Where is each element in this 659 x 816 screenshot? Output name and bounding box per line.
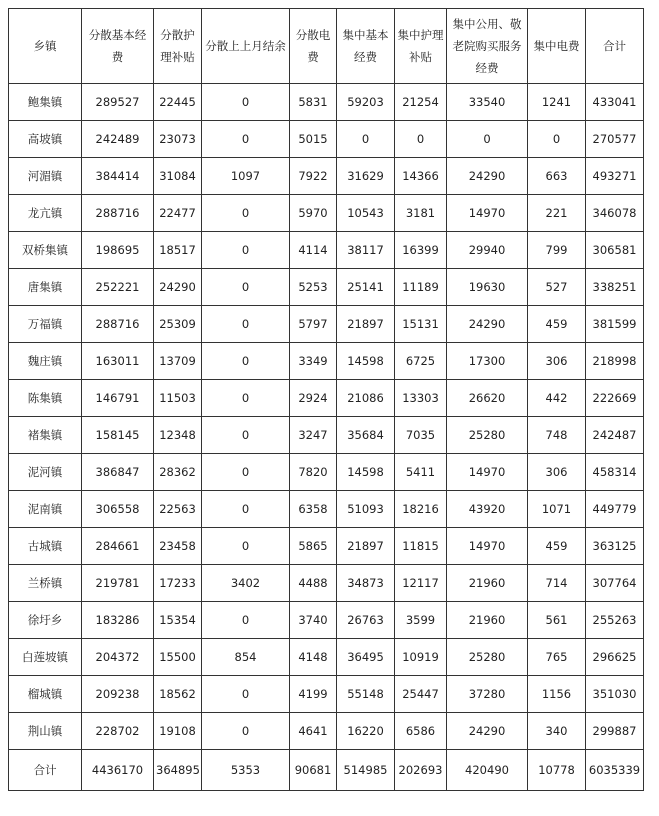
cell-scattered-electricity: 4641	[290, 713, 337, 750]
cell-central-basic: 25141	[337, 269, 395, 306]
cell-total: 381599	[586, 306, 644, 343]
cell-central-care: 12117	[395, 565, 447, 602]
cell-scattered-balance: 0	[202, 121, 290, 158]
total-cell-scattered-electricity: 90681	[290, 750, 337, 791]
cell-town: 榴城镇	[9, 676, 82, 713]
cell-central-public: 24290	[447, 158, 528, 195]
cell-scattered-basic: 209238	[82, 676, 154, 713]
cell-central-basic: 36495	[337, 639, 395, 676]
cell-central-care: 13303	[395, 380, 447, 417]
cell-central-electricity: 527	[528, 269, 586, 306]
cell-central-public: 21960	[447, 565, 528, 602]
table-row	[9, 232, 644, 269]
table-row	[9, 306, 644, 343]
cell-total: 433041	[586, 84, 644, 121]
cell-scattered-basic: 288716	[82, 195, 154, 232]
cell-total: 222669	[586, 380, 644, 417]
cell-central-electricity: 765	[528, 639, 586, 676]
cell-scattered-basic: 252221	[82, 269, 154, 306]
cell-central-care: 6586	[395, 713, 447, 750]
cell-total: 363125	[586, 528, 644, 565]
cell-scattered-electricity: 4114	[290, 232, 337, 269]
table-row	[9, 269, 644, 306]
cell-town: 陈集镇	[9, 380, 82, 417]
cell-scattered-electricity: 5253	[290, 269, 337, 306]
cell-town: 荆山镇	[9, 713, 82, 750]
cell-town: 河湄镇	[9, 158, 82, 195]
cell-town: 鲍集镇	[9, 84, 82, 121]
funding-table	[8, 8, 644, 791]
cell-central-care: 14366	[395, 158, 447, 195]
total-cell-total: 6035339	[586, 750, 644, 791]
table-row	[9, 195, 644, 232]
cell-scattered-care: 17233	[154, 565, 202, 602]
cell-scattered-care: 15500	[154, 639, 202, 676]
cell-scattered-balance: 3402	[202, 565, 290, 602]
cell-total: 449779	[586, 491, 644, 528]
cell-town: 兰桥镇	[9, 565, 82, 602]
table-row	[9, 491, 644, 528]
cell-central-public: 25280	[447, 639, 528, 676]
cell-scattered-electricity: 5865	[290, 528, 337, 565]
table-row	[9, 713, 644, 750]
table-row	[9, 602, 644, 639]
cell-central-care: 25447	[395, 676, 447, 713]
cell-central-basic: 21897	[337, 528, 395, 565]
cell-central-electricity: 459	[528, 306, 586, 343]
cell-central-basic: 35684	[337, 417, 395, 454]
header-cell-central-basic: 集中基本经费	[337, 9, 395, 84]
total-cell-central-public: 420490	[447, 750, 528, 791]
cell-total: 296625	[586, 639, 644, 676]
cell-central-care: 0	[395, 121, 447, 158]
cell-central-basic: 10543	[337, 195, 395, 232]
header-cell-scattered-electricity: 分散电费	[290, 9, 337, 84]
cell-central-public: 29940	[447, 232, 528, 269]
cell-scattered-balance: 0	[202, 269, 290, 306]
cell-scattered-balance: 0	[202, 602, 290, 639]
cell-central-electricity: 714	[528, 565, 586, 602]
cell-scattered-basic: 228702	[82, 713, 154, 750]
cell-scattered-basic: 384414	[82, 158, 154, 195]
cell-central-basic: 16220	[337, 713, 395, 750]
cell-scattered-electricity: 4148	[290, 639, 337, 676]
cell-central-public: 19630	[447, 269, 528, 306]
cell-total: 458314	[586, 454, 644, 491]
cell-central-electricity: 1156	[528, 676, 586, 713]
cell-central-basic: 0	[337, 121, 395, 158]
cell-scattered-balance: 0	[202, 380, 290, 417]
cell-central-basic: 55148	[337, 676, 395, 713]
cell-central-care: 3599	[395, 602, 447, 639]
cell-scattered-care: 22477	[154, 195, 202, 232]
table-row	[9, 84, 644, 121]
cell-scattered-care: 11503	[154, 380, 202, 417]
cell-scattered-basic: 204372	[82, 639, 154, 676]
cell-scattered-care: 25309	[154, 306, 202, 343]
cell-central-care: 16399	[395, 232, 447, 269]
cell-scattered-electricity: 4488	[290, 565, 337, 602]
total-cell-scattered-care: 364895	[154, 750, 202, 791]
cell-scattered-balance: 0	[202, 528, 290, 565]
cell-scattered-electricity: 2924	[290, 380, 337, 417]
cell-scattered-balance: 0	[202, 713, 290, 750]
cell-central-basic: 14598	[337, 343, 395, 380]
cell-town: 徐圩乡	[9, 602, 82, 639]
total-cell-central-care: 202693	[395, 750, 447, 791]
cell-scattered-care: 24290	[154, 269, 202, 306]
cell-central-electricity: 0	[528, 121, 586, 158]
cell-total: 299887	[586, 713, 644, 750]
total-cell-scattered-balance: 5353	[202, 750, 290, 791]
cell-scattered-electricity: 7820	[290, 454, 337, 491]
cell-total: 493271	[586, 158, 644, 195]
cell-scattered-basic: 198695	[82, 232, 154, 269]
cell-scattered-care: 19108	[154, 713, 202, 750]
cell-scattered-care: 22445	[154, 84, 202, 121]
cell-total: 346078	[586, 195, 644, 232]
cell-central-public: 14970	[447, 528, 528, 565]
cell-scattered-balance: 854	[202, 639, 290, 676]
cell-scattered-care: 22563	[154, 491, 202, 528]
cell-central-electricity: 459	[528, 528, 586, 565]
cell-central-basic: 34873	[337, 565, 395, 602]
cell-central-public: 43920	[447, 491, 528, 528]
cell-scattered-basic: 163011	[82, 343, 154, 380]
cell-central-public: 24290	[447, 713, 528, 750]
cell-scattered-electricity: 5831	[290, 84, 337, 121]
cell-central-electricity: 442	[528, 380, 586, 417]
cell-central-basic: 59203	[337, 84, 395, 121]
cell-central-public: 0	[447, 121, 528, 158]
cell-central-electricity: 1241	[528, 84, 586, 121]
cell-scattered-balance: 0	[202, 417, 290, 454]
table-row	[9, 528, 644, 565]
cell-scattered-basic: 146791	[82, 380, 154, 417]
cell-total: 307764	[586, 565, 644, 602]
cell-central-electricity: 799	[528, 232, 586, 269]
cell-central-electricity: 306	[528, 343, 586, 380]
cell-scattered-care: 18517	[154, 232, 202, 269]
cell-town: 高坡镇	[9, 121, 82, 158]
cell-scattered-balance: 0	[202, 84, 290, 121]
table-row	[9, 454, 644, 491]
total-row	[9, 750, 644, 791]
cell-town: 魏庄镇	[9, 343, 82, 380]
cell-scattered-basic: 219781	[82, 565, 154, 602]
cell-central-public: 26620	[447, 380, 528, 417]
cell-scattered-care: 18562	[154, 676, 202, 713]
cell-central-basic: 38117	[337, 232, 395, 269]
cell-central-care: 21254	[395, 84, 447, 121]
cell-scattered-balance: 1097	[202, 158, 290, 195]
cell-central-electricity: 340	[528, 713, 586, 750]
cell-scattered-care: 31084	[154, 158, 202, 195]
cell-town: 古城镇	[9, 528, 82, 565]
cell-central-basic: 51093	[337, 491, 395, 528]
header-row	[9, 9, 644, 84]
header-cell-town: 乡镇	[9, 9, 82, 84]
cell-scattered-balance: 0	[202, 195, 290, 232]
cell-central-basic: 14598	[337, 454, 395, 491]
cell-scattered-basic: 183286	[82, 602, 154, 639]
cell-central-basic: 21897	[337, 306, 395, 343]
table-body	[9, 84, 644, 791]
cell-scattered-balance: 0	[202, 491, 290, 528]
cell-central-electricity: 221	[528, 195, 586, 232]
cell-scattered-basic: 158145	[82, 417, 154, 454]
cell-scattered-basic: 242489	[82, 121, 154, 158]
table-row	[9, 676, 644, 713]
cell-central-basic: 31629	[337, 158, 395, 195]
cell-scattered-basic: 284661	[82, 528, 154, 565]
cell-central-care: 11815	[395, 528, 447, 565]
cell-central-electricity: 748	[528, 417, 586, 454]
cell-central-electricity: 561	[528, 602, 586, 639]
cell-scattered-electricity: 4199	[290, 676, 337, 713]
cell-scattered-basic: 288716	[82, 306, 154, 343]
cell-central-basic: 21086	[337, 380, 395, 417]
cell-town: 白莲坡镇	[9, 639, 82, 676]
total-cell-town: 合计	[9, 750, 82, 791]
cell-central-public: 24290	[447, 306, 528, 343]
cell-town: 褚集镇	[9, 417, 82, 454]
cell-scattered-care: 12348	[154, 417, 202, 454]
total-cell-central-basic: 514985	[337, 750, 395, 791]
cell-scattered-electricity: 3247	[290, 417, 337, 454]
cell-central-care: 3181	[395, 195, 447, 232]
cell-central-public: 14970	[447, 454, 528, 491]
cell-total: 270577	[586, 121, 644, 158]
header-cell-central-care: 集中护理补贴	[395, 9, 447, 84]
cell-total: 255263	[586, 602, 644, 639]
cell-central-basic: 26763	[337, 602, 395, 639]
cell-town: 泥南镇	[9, 491, 82, 528]
cell-total: 218998	[586, 343, 644, 380]
cell-central-care: 7035	[395, 417, 447, 454]
table-row	[9, 639, 644, 676]
cell-scattered-care: 28362	[154, 454, 202, 491]
cell-scattered-care: 15354	[154, 602, 202, 639]
cell-scattered-balance: 0	[202, 343, 290, 380]
table-row	[9, 343, 644, 380]
cell-central-public: 25280	[447, 417, 528, 454]
cell-town: 泥河镇	[9, 454, 82, 491]
cell-scattered-electricity: 5015	[290, 121, 337, 158]
cell-central-electricity: 1071	[528, 491, 586, 528]
cell-scattered-basic: 289527	[82, 84, 154, 121]
cell-central-public: 21960	[447, 602, 528, 639]
cell-scattered-electricity: 3740	[290, 602, 337, 639]
cell-central-public: 33540	[447, 84, 528, 121]
table-row	[9, 380, 644, 417]
cell-central-care: 10919	[395, 639, 447, 676]
header-cell-total: 合计	[586, 9, 644, 84]
cell-central-public: 17300	[447, 343, 528, 380]
header-cell-central-public: 集中公用、敬老院购买服务经费	[447, 9, 528, 84]
cell-scattered-balance: 0	[202, 676, 290, 713]
cell-total: 306581	[586, 232, 644, 269]
cell-central-electricity: 663	[528, 158, 586, 195]
cell-total: 351030	[586, 676, 644, 713]
cell-scattered-electricity: 7922	[290, 158, 337, 195]
cell-central-care: 5411	[395, 454, 447, 491]
table-row	[9, 417, 644, 454]
header-cell-scattered-balance: 分散上上月结余	[202, 9, 290, 84]
header-cell-central-electricity: 集中电费	[528, 9, 586, 84]
cell-central-care: 18216	[395, 491, 447, 528]
cell-scattered-balance: 0	[202, 454, 290, 491]
cell-scattered-electricity: 5970	[290, 195, 337, 232]
table-row	[9, 565, 644, 602]
cell-scattered-balance: 0	[202, 306, 290, 343]
cell-central-electricity: 306	[528, 454, 586, 491]
cell-total: 242487	[586, 417, 644, 454]
cell-town: 唐集镇	[9, 269, 82, 306]
cell-scattered-care: 23073	[154, 121, 202, 158]
cell-central-public: 37280	[447, 676, 528, 713]
cell-scattered-care: 23458	[154, 528, 202, 565]
total-cell-central-electricity: 10778	[528, 750, 586, 791]
header-cell-scattered-care: 分散护理补贴	[154, 9, 202, 84]
cell-total: 338251	[586, 269, 644, 306]
cell-scattered-basic: 306558	[82, 491, 154, 528]
cell-scattered-basic: 386847	[82, 454, 154, 491]
cell-town: 龙亢镇	[9, 195, 82, 232]
cell-central-public: 14970	[447, 195, 528, 232]
cell-scattered-balance: 0	[202, 232, 290, 269]
table-row	[9, 158, 644, 195]
cell-scattered-electricity: 6358	[290, 491, 337, 528]
cell-town: 双桥集镇	[9, 232, 82, 269]
cell-central-care: 15131	[395, 306, 447, 343]
header-cell-scattered-basic: 分散基本经费	[82, 9, 154, 84]
cell-central-care: 6725	[395, 343, 447, 380]
cell-town: 万福镇	[9, 306, 82, 343]
cell-central-care: 11189	[395, 269, 447, 306]
cell-scattered-electricity: 5797	[290, 306, 337, 343]
cell-scattered-electricity: 3349	[290, 343, 337, 380]
table-row	[9, 121, 644, 158]
total-cell-scattered-basic: 4436170	[82, 750, 154, 791]
cell-scattered-care: 13709	[154, 343, 202, 380]
